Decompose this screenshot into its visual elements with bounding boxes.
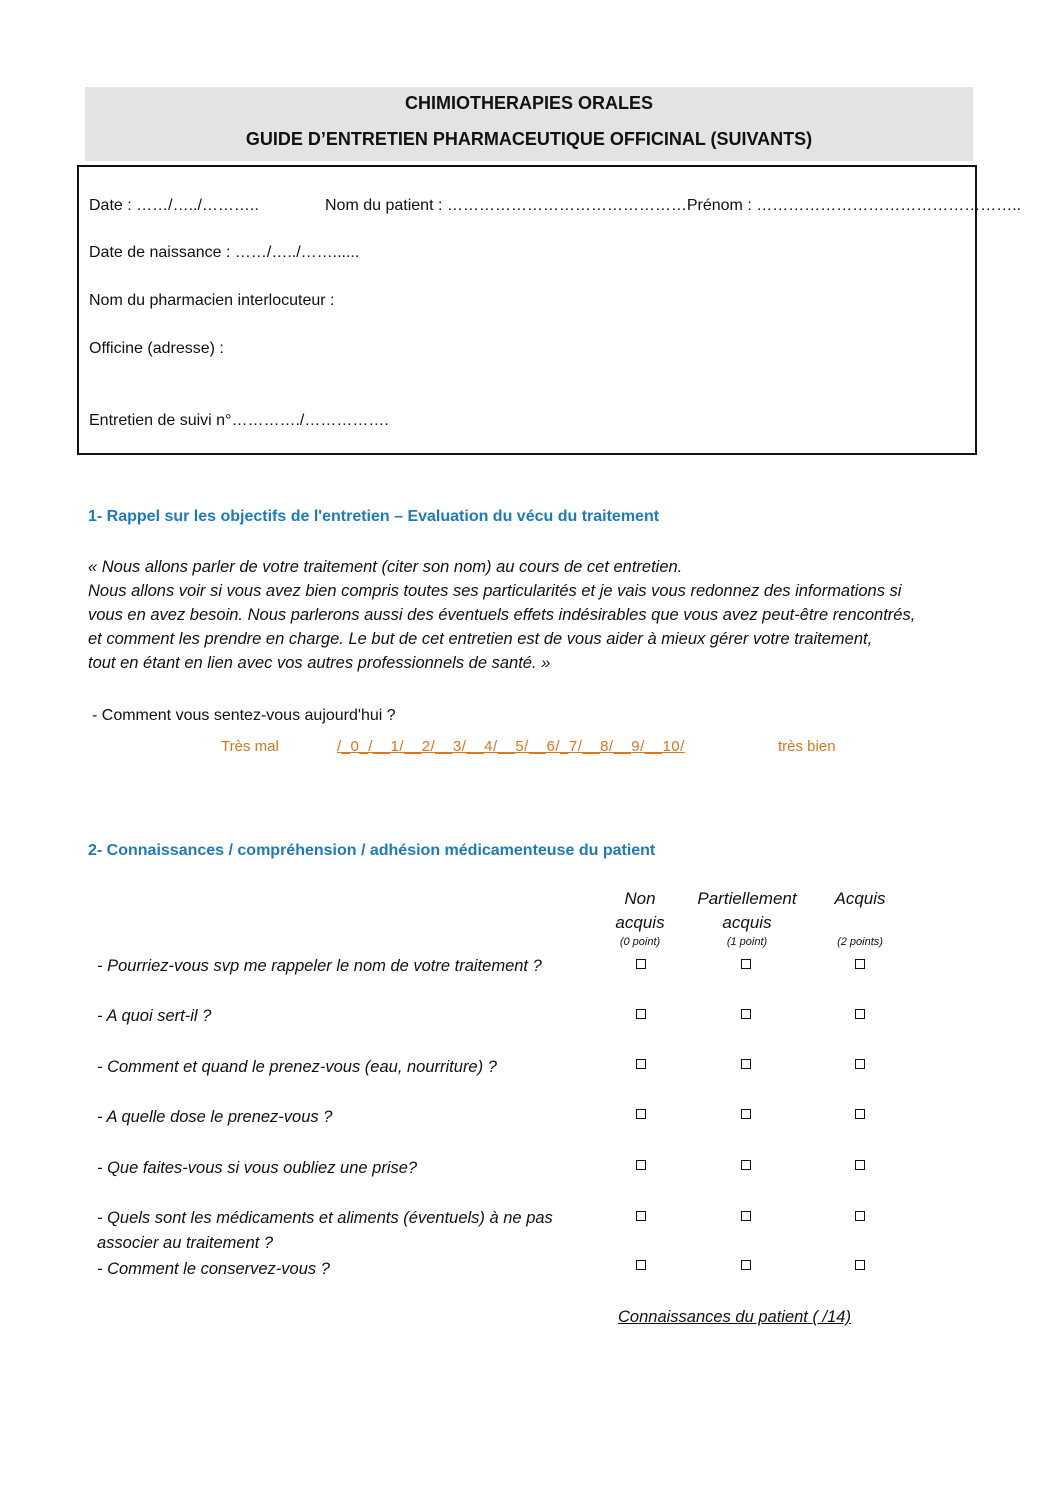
checkbox-not-acquired[interactable]: [636, 1059, 646, 1069]
column-points: (0 point): [619, 936, 661, 948]
column-acquired: [810, 887, 910, 949]
checkbox-not-acquired[interactable]: [636, 1260, 646, 1270]
column-label: acquis: [722, 913, 772, 932]
checkbox-not-acquired[interactable]: [636, 1009, 646, 1019]
date-field[interactable]: Date : ……/…../………..: [89, 197, 259, 214]
question-row: - Comment et quand le prenez-vous (eau, nourriture) ?: [97, 1058, 497, 1076]
pharmacist-field[interactable]: Nom du pharmacien interlocuteur :: [89, 292, 335, 309]
feeling-scale-high-label: très bien: [778, 738, 836, 755]
checkbox-partially-acquired[interactable]: [741, 1260, 751, 1270]
checkbox-partially-acquired[interactable]: [741, 959, 751, 969]
section1-title: 1- Rappel sur les objectifs de l'entretien – Evaluation du vécu du traitement: [88, 508, 660, 525]
column-label-spacer: [810, 911, 910, 935]
checkbox-acquired[interactable]: [855, 1059, 865, 1069]
section1-intro: [88, 555, 915, 675]
checkbox-acquired[interactable]: [855, 1009, 865, 1019]
column-points: (2 points): [837, 936, 883, 948]
column-partially-acquired: [682, 887, 812, 949]
checkbox-acquired[interactable]: [855, 1211, 865, 1221]
checkbox-partially-acquired[interactable]: [741, 1211, 751, 1221]
header-title: CHIMIOTHERAPIES ORALES: [404, 93, 654, 113]
checkbox-acquired[interactable]: [855, 1109, 865, 1119]
question-row: - Que faites-vous si vous oubliez une prise?: [97, 1159, 418, 1177]
checkbox-not-acquired[interactable]: [636, 1109, 646, 1119]
feeling-scale-values[interactable]: /_0_/__1/__2/__3/__4/__5/__6/_7/__8/__9/__10/: [337, 738, 685, 755]
header-subtitle: GUIDE D’ENTRETIEN PHARMACEUTIQUE OFFICINAL (SUIVANTS): [245, 129, 813, 149]
column-points: (1 point): [726, 936, 768, 948]
patient-name-field[interactable]: Nom du patient : ………………………………………Prénom : …………………………………………..: [325, 197, 1022, 214]
checkbox-partially-acquired[interactable]: [741, 1009, 751, 1019]
knowledge-score-total[interactable]: Connaissances du patient ( /14): [618, 1308, 851, 1326]
intro-line: Nous allons voir si vous avez bien compris toutes ses particularités et je vais vous redonnez des informations si: [88, 582, 902, 600]
column-not-acquired: [590, 887, 690, 949]
column-label: Partiellement: [697, 889, 797, 908]
intro-line: tout en étant en lien avec vos autres professionnels de santé. »: [88, 654, 551, 672]
checkbox-not-acquired[interactable]: [636, 959, 646, 969]
feeling-scale-low-label: Très mal: [221, 738, 279, 755]
column-label: Acquis: [834, 889, 886, 908]
question-row-continued: associer au traitement ?: [97, 1234, 274, 1252]
question-row: - Comment le conservez-vous ?: [97, 1260, 330, 1278]
pharmacy-address-field[interactable]: Officine (adresse) :: [89, 340, 224, 357]
checkbox-partially-acquired[interactable]: [741, 1160, 751, 1170]
intro-line: vous en avez besoin. Nous parlerons aussi des éventuels effets indésirables que vous avez peut-être rencontrés,: [88, 606, 916, 624]
section2-title: 2- Connaissances / compréhension / adhésion médicamenteuse du patient: [88, 842, 656, 859]
checkbox-acquired[interactable]: [855, 1160, 865, 1170]
intro-line: « Nous allons parler de votre traitement (citer son nom) au cours de cet entretien.: [88, 558, 683, 576]
feeling-question: - Comment vous sentez-vous aujourd'hui ?: [92, 707, 396, 724]
checkbox-partially-acquired[interactable]: [741, 1059, 751, 1069]
checkbox-acquired[interactable]: [855, 959, 865, 969]
question-row: - A quelle dose le prenez-vous ?: [97, 1108, 333, 1126]
document-header: [85, 87, 973, 161]
followup-number-field[interactable]: Entretien de suivi n°…………./…………….: [89, 412, 389, 429]
intro-line: et comment les prendre en charge. Le but de cet entretien est de vous aider à mieux gérer votre traitement,: [88, 630, 873, 648]
question-row: - Quels sont les médicaments et aliments (éventuels) à ne pas: [97, 1209, 553, 1227]
column-label: Non: [624, 889, 656, 908]
question-row: - Pourriez-vous svp me rappeler le nom de votre traitement ?: [97, 957, 542, 975]
checkbox-acquired[interactable]: [855, 1260, 865, 1270]
question-row: - A quoi sert-il ?: [97, 1007, 212, 1025]
checkbox-not-acquired[interactable]: [636, 1211, 646, 1221]
column-label: acquis: [615, 913, 665, 932]
patient-identity-box: [77, 165, 1022, 455]
feeling-scale[interactable]: [337, 738, 685, 755]
birth-date-field[interactable]: Date de naissance : ……/…../……......: [89, 244, 360, 261]
checkbox-partially-acquired[interactable]: [741, 1109, 751, 1119]
checkbox-not-acquired[interactable]: [636, 1160, 646, 1170]
